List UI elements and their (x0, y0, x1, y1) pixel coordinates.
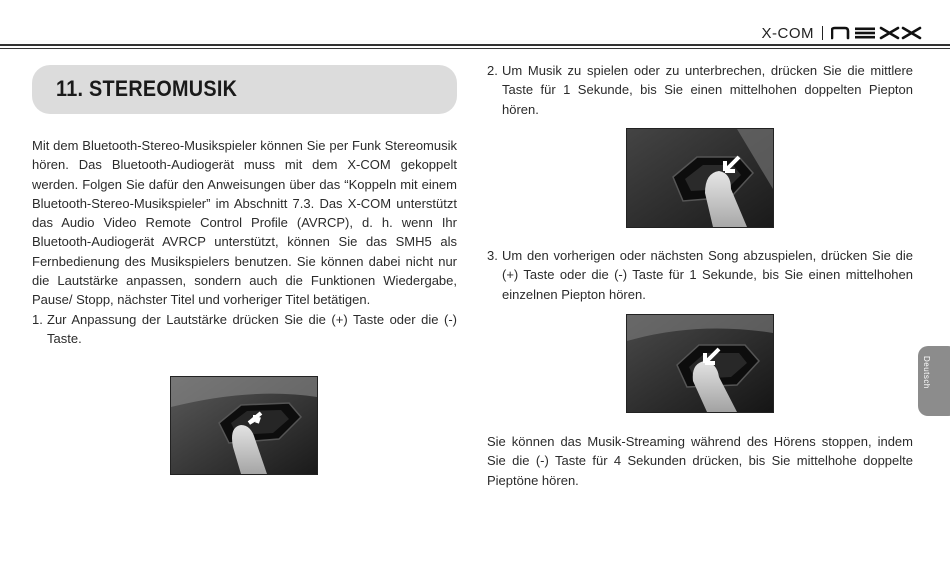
product-model: X-COM (761, 24, 814, 42)
nexx-logo (831, 26, 923, 40)
language-tab (918, 346, 950, 416)
step-item-2 (487, 61, 913, 119)
right-column (487, 61, 913, 119)
intro-paragraph: Mit dem Bluetooth-Stereo-Musikspieler können Sie per Funk Stereomusik hören. Das Bluetooth-Audiogerät muss mit dem X-COM gekoppelt werden. Folgen Sie dafür den Anweisungen über das “Koppeln mit einem Bluetooth-Stereo-Musikspieler” im Abschnitt 7.3. Das X-COM unterstützt das Audio Video Remote Control Profile (AVRCP), d. h. wenn Ihr Bluetooth-Audiogerät AVRCP unterstützt, können Sie das SMH5 als Fernbedienung des Musikspielers benutzen. Sie können dabei nicht nur die Lautstärke anpassen, sondern auch die Funktionen Wiedergabe, Pause/ Stopp, nächster Titel und vorheriger Titel betätigen. (32, 138, 457, 308)
step-number: 3. (487, 248, 498, 263)
step-text: Zur Anpassung der Lautstärke drücken Sie die (+) Taste oder die (-) Taste. (47, 311, 457, 346)
section-title: 11. STEREOMUSIK (56, 76, 238, 101)
step-list-right-b (487, 246, 913, 304)
step-list-left (32, 310, 457, 349)
header-brand (762, 23, 924, 43)
device-photo-1 (170, 376, 318, 475)
section-title-box (32, 65, 457, 114)
language-tab-label: Deutsch (922, 356, 931, 389)
step-item-1 (32, 310, 457, 349)
step-text: Um den vorherigen oder nächsten Song abzuspielen, drücken Sie die (+) Taste oder die (-) Taste für 1 Sekunde, bis Sie einen mittelhohen einzelnen Piepton hören. (502, 248, 913, 302)
right-column-outro (487, 432, 913, 490)
right-column-step3 (487, 246, 913, 304)
step-number: 2. (487, 63, 498, 78)
device-photo-2 (626, 128, 774, 228)
header-separator (822, 26, 823, 40)
step-list-right-a (487, 61, 913, 119)
step-number: 1. (32, 311, 43, 327)
header-rule-thin (0, 48, 950, 49)
outro-paragraph: Sie können das Musik-Streaming während des Hörens stoppen, indem Sie die (-) Taste für 4 Sekunden drücken, bis Sie mittelhohe doppelte Pieptöne hören. (487, 434, 913, 488)
step-text: Um Musik zu spielen oder zu unterbrechen, drücken Sie die mittlere Taste für 1 Sekunde, bis Sie einen mittelhohen doppelten Piepton hören. (502, 63, 913, 117)
step-item-3 (487, 246, 913, 304)
device-photo-3 (626, 314, 774, 413)
left-column (32, 136, 457, 348)
header-rule-thick (0, 44, 950, 46)
